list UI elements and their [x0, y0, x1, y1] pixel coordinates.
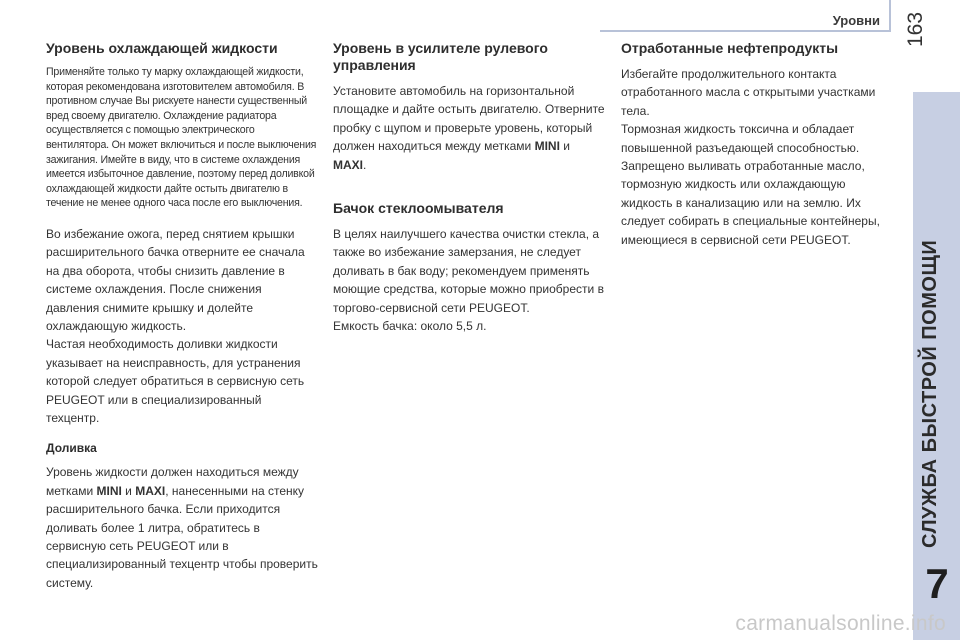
page-number: 163: [904, 11, 927, 47]
mark-max: MAXI: [333, 157, 363, 172]
washer-paragraph: В целях наилучшего качества очистки стекла, а также во избежание замерзания, не следует доливать в бак воду; рекомендуем применять моющие средства, которые можно приобрести в торгово-сервисной сети PEUGEOT.: [333, 227, 604, 315]
refill-paragraph: [46, 463, 318, 592]
section-title: Уровни: [832, 13, 880, 28]
coolant-para-2: Частая необходимость доливки жидкости указывает на неисправность, для устранения которой следует обратиться в сервисную сеть PEUGEOT или в специализированный техцентр.: [46, 337, 305, 425]
column-coolant: [46, 40, 318, 592]
mark-min: MINI: [534, 139, 560, 154]
watermark: carmanualsonline.info: [735, 612, 946, 635]
waste-para-1: Избегайте продолжительного контакта отработанного масла с открытыми участками тела.: [621, 67, 876, 118]
refill-text-pre: Уровень жидкости должен находиться между метками: [46, 465, 299, 498]
steering-text-post: .: [363, 157, 367, 172]
refill-subtitle: Доливка: [46, 441, 97, 456]
header-tick: [889, 0, 891, 32]
washer-title: Бачок стеклоомывателя: [333, 200, 504, 217]
refill-and: и: [121, 483, 136, 498]
coolant-title: Уровень охлаждающей жидкости: [46, 40, 278, 56]
coolant-note: Применяйте только ту марку охлаждающей жидкости, которая рекомендована изготовителем автомобиля. В противном случае Вы рискуете нанести существенный вред своему двигателю. Охлаждение радиатора осуществляется с помощью электрического вентилятора. Он может включиться и после выключения зажигания. Имейте в виду, что в системе охлаждения имеется избыточное давление, поэтому перед доливкой охлаждающей жидкости дайте остыть двигателю в течение не менее одного часа после его выключения.: [46, 66, 317, 210]
refill-text-post: , нанесенными на стенку расширительного бачка. Если приходится доливать более 1 литра, обратитесь в сервисную сеть PEUGEOT или в специализированный техцентр чтобы проверить систему.: [46, 483, 318, 590]
coolant-para-1: Во избежание ожога, перед снятием крышки расширительного бачка отверните ее сначала на два оборота, чтобы снизить давление в системе охлаждения. После снижения давления снимите крышку и долейте охлаждающую жидкость.: [46, 226, 305, 333]
steering-title: Уровень в усилителе рулевого управления: [333, 40, 548, 73]
column-steering: [333, 40, 605, 335]
steering-and: и: [559, 139, 570, 154]
mark-min: MINI: [96, 483, 122, 498]
washer-capacity: Емкость бачка: около 5,5 л.: [333, 319, 487, 334]
waste-title: Отработанные нефтепродукты: [621, 40, 839, 56]
waste-para-3: Запрещено выливать отработанные масло, тормозную жидкость или охлаждающую жидкость в канализацию или на землю. Их следует собирать в специальные контейнеры, имеющиеся в сервисной сети PEUGEOT.: [621, 159, 880, 247]
chapter-label: СЛУЖБА БЫСТРОЙ ПОМОЩИ: [919, 239, 941, 548]
steering-text-pre: Установите автомобиль на горизонтальной площадке и дайте остыть двигателю. Отверните пробку с щупом и проверьте уровень, который должен находиться между метками: [333, 84, 605, 154]
waste-para-2: Тормозная жидкость токсична и обладает повышенной разъедающей способностью.: [621, 122, 860, 155]
chapter-number: 7: [925, 560, 949, 607]
mark-max: MAXI: [135, 483, 166, 498]
steering-paragraph: [333, 82, 605, 174]
header-rule: [600, 30, 890, 32]
column-waste: [621, 40, 891, 249]
